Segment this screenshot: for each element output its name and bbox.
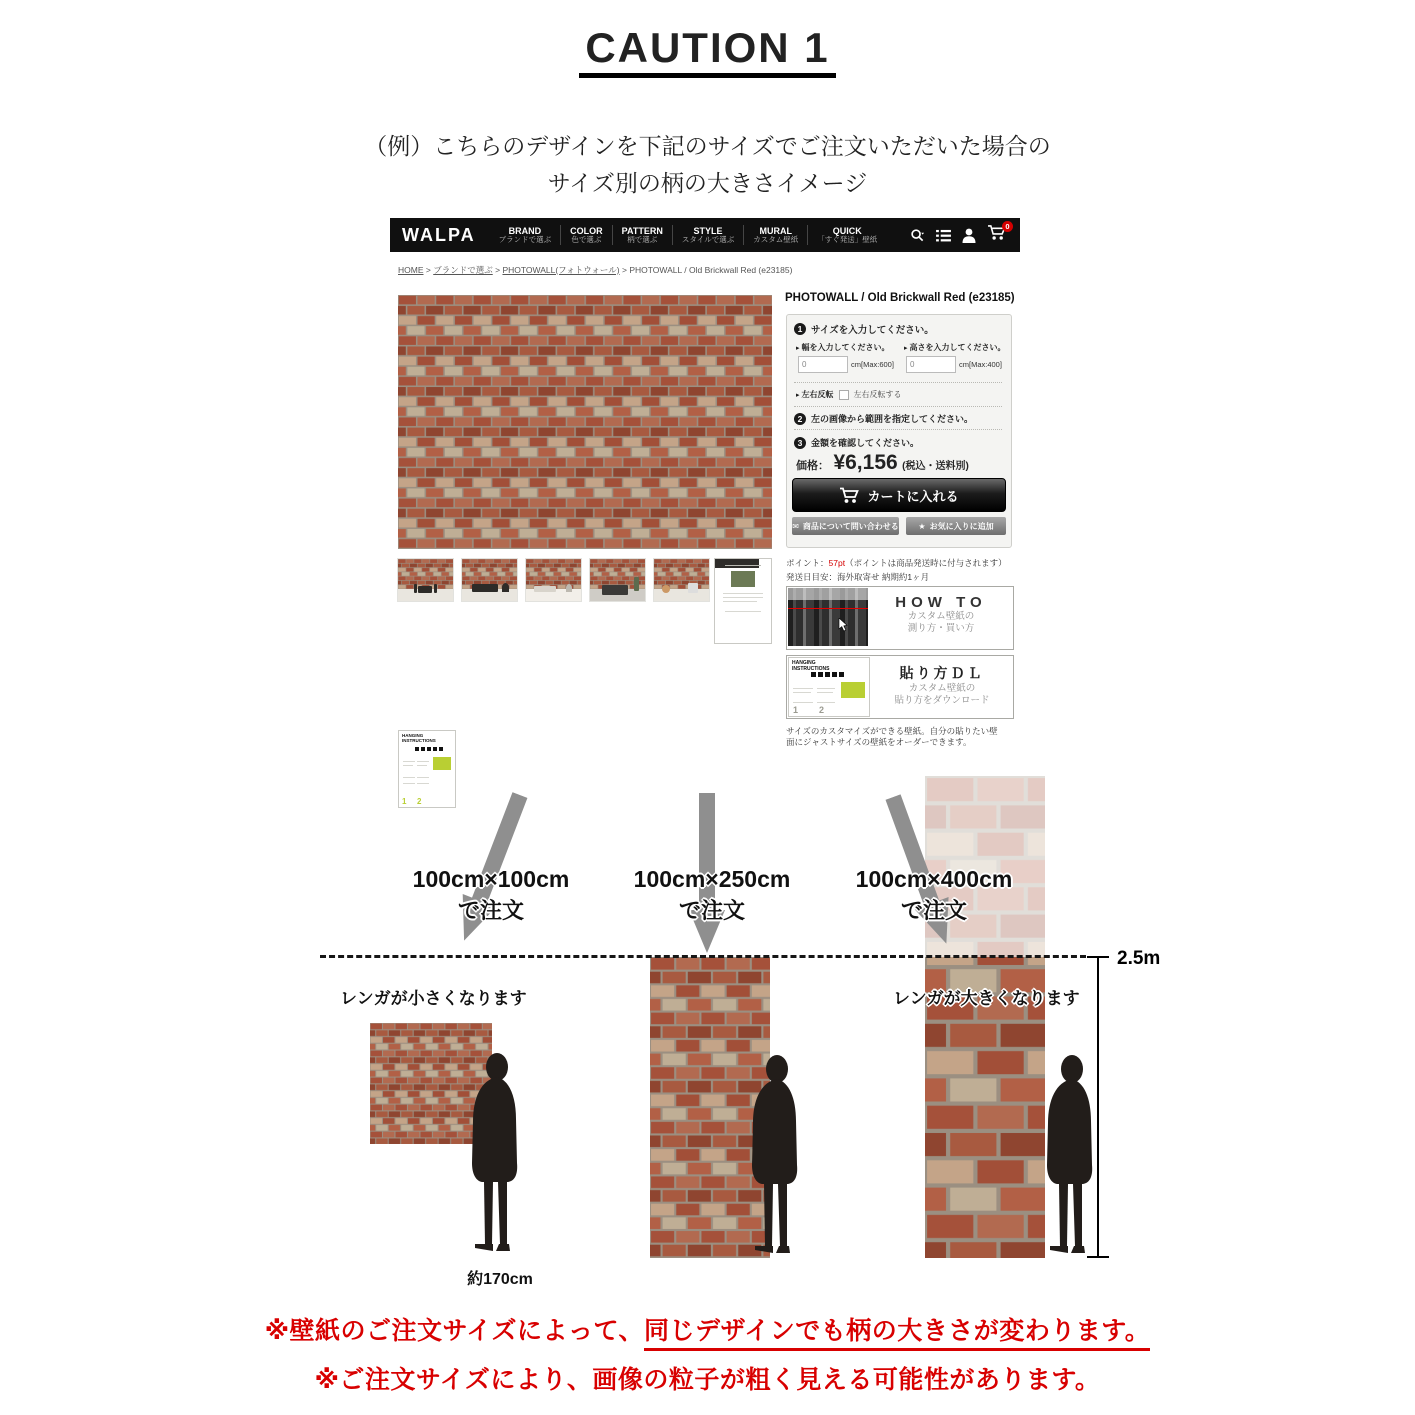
page-title: CAUTION 1 — [0, 24, 1415, 72]
nav-item-brand[interactable]: BRAND ブランドで選ぶ — [498, 225, 552, 244]
person-silhouette-1 — [462, 1050, 528, 1262]
price-row: 価格： ¥6,156 (税込・送料別) — [796, 451, 969, 474]
price-value: ¥6,156 — [833, 451, 898, 474]
step2-label: 2 左の画像から範囲を指定してください。 — [794, 412, 973, 425]
person-silhouette-3 — [1037, 1052, 1103, 1264]
nav-item-mural[interactable]: MURAL カスタム壁紙 — [753, 225, 799, 244]
width-field-label: ▸ 幅を入力してください。 — [796, 343, 890, 352]
bricks-smaller-note: レンガが小さくなります — [340, 989, 527, 1008]
product-title: PHOTOWALL / Old Brickwall Red (e23185) — [785, 292, 1015, 304]
product-description: サイズのカスタマイズができる壁紙。自分の貼りたい壁面にジャストサイズの壁紙をオーダーできます。 — [786, 726, 998, 748]
cursor-icon — [838, 618, 848, 632]
info-sheet-thumbnail[interactable] — [714, 558, 772, 644]
room-thumbnail-4[interactable] — [589, 558, 646, 602]
room-thumbnail-1[interactable] — [397, 558, 454, 602]
height-field-label: ▸ 高さを入力してください。 — [904, 343, 1006, 352]
cart-icon — [839, 487, 859, 504]
flip-checkbox[interactable] — [839, 390, 849, 400]
room-thumbnail-5[interactable] — [653, 558, 710, 602]
breadcrumb-home[interactable]: HOME — [398, 265, 424, 275]
breadcrumb-current: PHOTOWALL / Old Brickwall Red (e23185) — [629, 265, 793, 275]
howto-forest-image — [788, 588, 868, 646]
warning-line-1: ※壁紙のご注文サイズによって、同じデザインでも柄の大きさが変わります。 — [0, 1311, 1415, 1347]
shipping-line: 発送日目安：海外取寄せ 納期約1ヶ月 — [786, 572, 930, 582]
hanging-instructions-image: HANGING INSTRUCTIONS 1 2 — [788, 657, 870, 717]
height-input[interactable]: 0 — [906, 356, 956, 373]
height-input-row: 0 cm[Max:400] — [906, 356, 1002, 373]
room-thumbnail-2[interactable] — [461, 558, 518, 602]
nav-item-color[interactable]: COLOR 色で選ぶ — [570, 225, 603, 244]
room-thumbnail-3[interactable] — [525, 558, 582, 602]
divider — [794, 382, 1002, 383]
howto-title: HOW TO — [895, 594, 987, 611]
width-input-row: 0 cm[Max:600] — [798, 356, 894, 373]
step3-label: 3 金額を確認してください。 — [794, 436, 919, 449]
site-navbar — [390, 218, 1020, 252]
walpa-logo[interactable]: WALPA — [402, 224, 476, 245]
width-input[interactable]: 0 — [798, 356, 848, 373]
points-line: ポイント：57pt（ポイントは商品発送時に付与されます） — [786, 558, 1007, 568]
user-icon[interactable] — [962, 228, 976, 243]
cart-button[interactable] — [987, 221, 1010, 246]
person-height-label: 約170cm — [467, 1271, 533, 1288]
divider — [794, 406, 1002, 407]
points-value: 57pt — [828, 558, 846, 568]
breadcrumb: HOME > ブランドで選ぶ > PHOTOWALL(フォトウォール) > PHOTOWALL / Old Brickwall Red (e23185) — [398, 265, 793, 275]
step1-label: 1 サイズを入力してください。 — [794, 322, 934, 336]
hanging-dl-banner[interactable]: HANGING INSTRUCTIONS 1 2 貼り方ＤＬ カスタム壁紙の 貼り方をダウンロード — [786, 655, 1014, 719]
hanging-instructions-thumbnail[interactable]: HANGING INSTRUCTIONS 1 2 — [398, 730, 456, 808]
divider — [794, 429, 1002, 430]
nav-item-pattern[interactable]: PATTERN 柄で選ぶ — [621, 225, 663, 244]
nav-item-style[interactable]: STYLE スタイルで選ぶ — [681, 225, 735, 244]
list-icon[interactable] — [936, 229, 951, 242]
order-label-100x250: 100cm×250cm で注文 — [633, 866, 791, 923]
order-label-100x100: 100cm×100cm で注文 — [412, 866, 570, 923]
walpa-site-screenshot — [390, 218, 1020, 806]
product-image-brick-wall[interactable] — [398, 295, 772, 549]
search-icon[interactable] — [910, 228, 925, 243]
nav-item-quick[interactable]: QUICK 「すぐ発送」壁紙 — [817, 225, 878, 244]
warning-line-2: ※ご注文サイズにより、画像の粒子が粗く見える可能性があります。 — [314, 1366, 1101, 1394]
bricks-larger-note: レンガが大きくなります — [893, 989, 1080, 1008]
person-silhouette-2 — [742, 1052, 808, 1264]
add-to-cart-button[interactable]: カートに入れる — [792, 478, 1006, 512]
envelope-icon: ✉ — [792, 521, 799, 531]
inquiry-button[interactable]: ✉ 商品について問い合わせる — [792, 517, 899, 535]
breadcrumb-photowall[interactable]: PHOTOWALL(フォトウォール) — [502, 265, 620, 275]
breadcrumb-brand[interactable]: ブランドで選ぶ — [433, 265, 493, 275]
subtitle-line1: （例）こちらのデザインを下記のサイズでご注文いただいた場合の — [364, 133, 1051, 159]
favorite-button[interactable]: ★ お気に入りに追加 — [906, 517, 1006, 535]
order-label-100x400: 100cm×400cm で注文 — [855, 866, 1013, 923]
hanging-dl-title: 貼り方ＤＬ — [899, 665, 985, 681]
howto-banner[interactable]: HOW TO カスタム壁紙の 測り方・買い方 — [786, 586, 1014, 650]
star-icon: ★ — [918, 521, 926, 531]
flip-row: ▸ 左右反転 左右反転する — [796, 390, 902, 399]
height-dashed-line — [320, 955, 1086, 958]
wall-height-label: 2.5m — [1117, 948, 1161, 969]
cart-count-badge: 0 — [1002, 221, 1013, 232]
subtitle-line2: サイズ別の柄の大きさイメージ — [547, 170, 868, 196]
